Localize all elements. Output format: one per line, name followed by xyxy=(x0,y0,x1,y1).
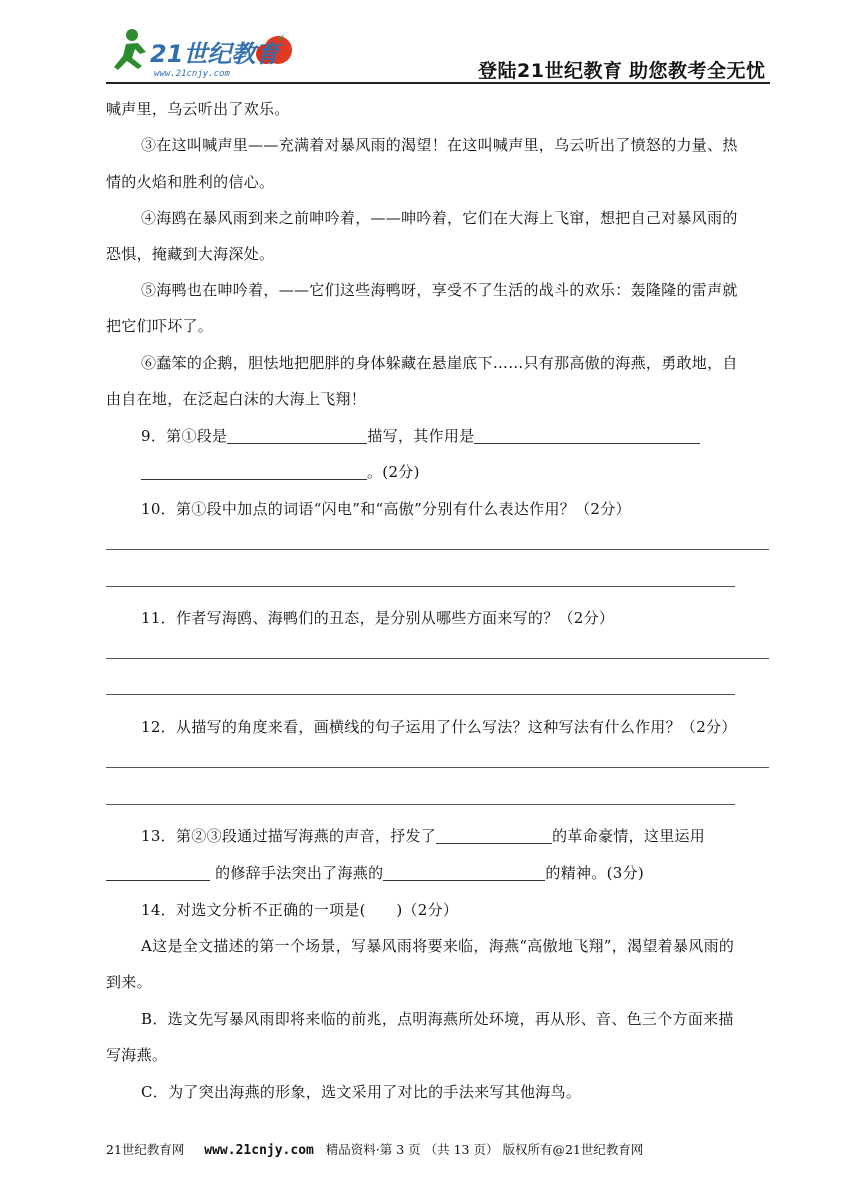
option-a-cont: 到来。 xyxy=(106,973,152,991)
answer-line[interactable] xyxy=(106,658,769,659)
answer-line[interactable] xyxy=(106,549,769,550)
option-b[interactable]: B．选文先写暴风雨即将来临的前兆，点明海燕所处环境，再从形、音、色三个方面来描 xyxy=(141,1010,734,1028)
answer-blank[interactable] xyxy=(383,865,545,881)
question-text: 的革命豪情，这里运用 xyxy=(552,827,706,845)
question-12: 12．从描写的角度来看，画横线的句子运用了什么写法？这种写法有什么作用？（2分） xyxy=(141,718,737,736)
passage-line: 恐惧，掩藏到大海深处。 xyxy=(106,245,275,263)
page-footer xyxy=(106,1140,643,1158)
question-13-cont xyxy=(106,862,644,883)
answer-line[interactable] xyxy=(106,694,735,695)
footer-page-info: 精品资料·第 3 页 （共 13 页） 版权所有@21世纪教育网 xyxy=(325,1142,644,1157)
question-text: 13．第②③段通过描写海燕的声音，抒发了 xyxy=(141,827,437,845)
answer-blank[interactable] xyxy=(141,464,367,480)
passage-line: ③在这叫喊声里——充满着对暴风雨的渴望！在这叫喊声里，乌云听出了愤怒的力量、热 xyxy=(141,136,738,154)
passage-line: ⑥蠢笨的企鹅，胆怯地把肥胖的身体躲藏在悬崖底下……只有那高傲的海燕，勇敢地，自 xyxy=(141,354,738,372)
passage-line: ⑤海鸭也在呻吟着，——它们这些海鸭呀，享受不了生活的战斗的欢乐：轰隆隆的雷声就 xyxy=(141,281,738,299)
header-slogan: 助您教考全无忧 xyxy=(629,60,766,82)
answer-blank[interactable] xyxy=(474,428,700,444)
option-a[interactable]: A这是全文描述的第一个场景，写暴风雨将要来临，海燕“高傲地飞翔”，渴望着暴风雨的 xyxy=(141,937,735,955)
answer-line[interactable] xyxy=(106,767,769,768)
passage-line: 情的火焰和胜利的信心。 xyxy=(106,173,275,191)
svg-text:21世纪教育: 21世纪教育 xyxy=(150,40,280,68)
footer-url[interactable]: www.21cnjy.com xyxy=(204,1143,314,1158)
header-divider xyxy=(106,82,770,84)
answer-line[interactable] xyxy=(106,586,735,587)
question-14: 14．对选文分析不正确的一项是( )（2分） xyxy=(141,901,459,919)
answer-line[interactable] xyxy=(106,804,735,805)
passage-line: 喊声里，乌云听出了欢乐。 xyxy=(106,100,290,118)
passage-line: 由自在地，在泛起白沫的大海上飞翔！ xyxy=(106,390,367,408)
question-text: 。(2分) xyxy=(367,463,420,481)
question-text: 9．第①段是 xyxy=(141,427,228,445)
svg-text:www.21cnjy.com: www.21cnjy.com xyxy=(154,69,230,79)
question-11: 11．作者写海鸥、海鸭们的丑态，是分别从哪些方面来写的？（2分） xyxy=(141,609,615,627)
question-text: 的精神。(3分) xyxy=(545,864,645,882)
option-b-cont: 写海燕。 xyxy=(106,1046,168,1064)
answer-blank[interactable] xyxy=(436,828,552,844)
option-c[interactable]: C．为了突出海燕的形象，选文采用了对比的手法来写其他海鸟。 xyxy=(141,1083,582,1101)
answer-blank[interactable] xyxy=(106,865,210,881)
passage-line: ④海鸥在暴风雨到来之前呻吟着，——呻吟着，它们在大海上飞窜，想把自己对暴风雨的 xyxy=(141,209,738,227)
footer-site-name: 21世纪教育网 xyxy=(106,1142,185,1157)
passage-line: 把它们吓坏了。 xyxy=(106,317,214,335)
question-10: 10．第①段中加点的词语“闪电”和“高傲”分别有什么表达作用？（2分） xyxy=(141,500,631,518)
answer-blank[interactable] xyxy=(227,428,367,444)
question-text: 的修辞手法突出了海燕的 xyxy=(215,864,384,882)
header-title: 登陆21世纪教育 xyxy=(478,60,623,82)
question-9 xyxy=(141,425,700,446)
site-logo xyxy=(108,26,308,80)
question-13 xyxy=(141,825,705,846)
question-text: 描写，其作用是 xyxy=(367,427,475,445)
question-9-cont xyxy=(141,461,420,482)
page-header xyxy=(0,0,860,85)
